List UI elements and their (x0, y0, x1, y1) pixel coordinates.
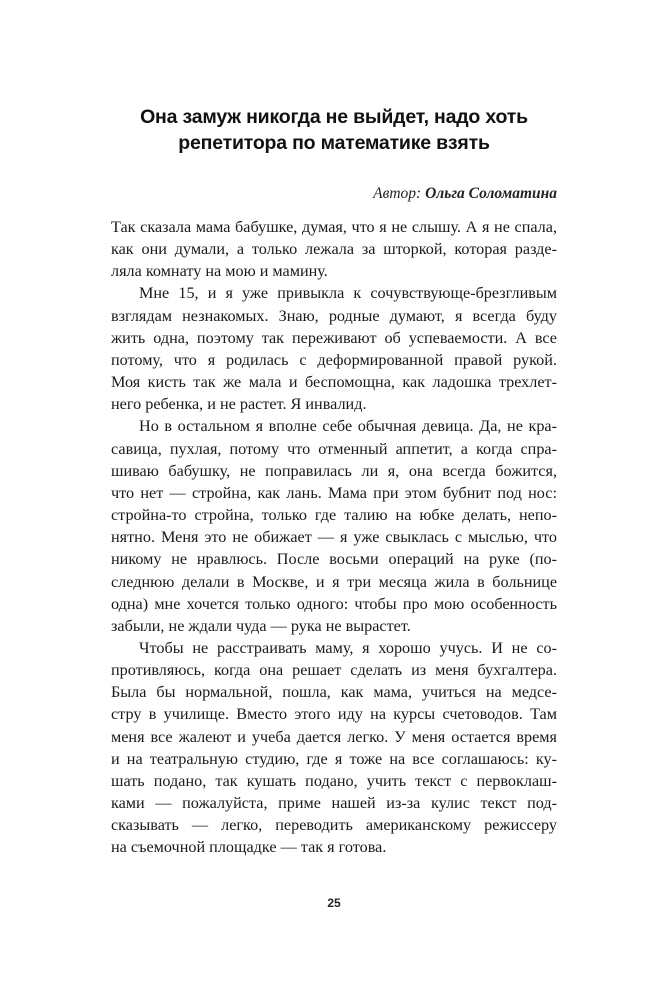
text-line: взглядам незнакомых. Знаю, родные думают, я всегда буду (111, 306, 557, 325)
body-text (111, 216, 557, 859)
text-line: Чтобы не расстраивать маму, я хорошо учусь. И не со- (139, 638, 557, 657)
text-line: ками — пожалуйста, приме нашей из-за кулис текст под- (111, 794, 557, 813)
text-line: Была бы нормальной, пошла, как мама, учиться на медсе- (111, 683, 557, 702)
chapter-title-line-2: репетитора по математике взять (178, 132, 490, 154)
text-line: Но в остальном я вполне себе обычная девица. Да, не кра- (139, 417, 557, 436)
book-page (111, 0, 557, 1000)
text-line: нятно. Меня это не обижает — я уже свыклась с мыслью, что (111, 528, 557, 547)
text-line: шиваю бабушку, не поправилась ли я, она всегда божится, (111, 461, 557, 480)
text-line: шать подано, так кушать подано, учить текст с первоклаш- (111, 771, 557, 790)
text-line: жить одна, поэтому так переживают об успеваемости. А все (111, 328, 557, 347)
text-line: никому не нравлюсь. После восьми операций на руке (по- (111, 550, 557, 569)
author-byline (373, 184, 557, 204)
chapter-title (111, 104, 557, 156)
text-line: потому, что я родилась с деформированной правой рукой. (111, 350, 557, 369)
text-line: стру в училище. Вместо этого иду на курсы счетоводов. Там (111, 705, 557, 724)
text-line: савица, пухлая, потому что отменный аппетит, а когда спра- (111, 439, 557, 458)
text-line: Моя кисть так же мала и беспомощна, как ладошка трехлет- (111, 373, 557, 392)
text-line: на съемочной площадке — так я готова. (111, 838, 387, 857)
chapter-title-line-1: Она замуж никогда не выйдет, надо хоть (140, 106, 528, 128)
text-line: противляюсь, когда она решает сделать из меня бухгалтера. (111, 661, 557, 680)
byline-label: Автор: (373, 185, 422, 202)
text-line: Мне 15, и я уже привыкла к сочувствующе-брезгливым (139, 284, 557, 303)
paragraph (111, 282, 557, 415)
text-line: стройна-то стройна, только где талию на юбке делать, непо- (111, 506, 557, 525)
author-name: Ольга Соломатина (425, 185, 557, 202)
page-number: 25 (327, 896, 341, 910)
text-line: следнюю делали в Москве, и я три месяца жила в больнице (111, 572, 557, 591)
text-line: меня все жалеют и учеба дается легко. У меня остается время (111, 727, 557, 746)
text-line: забыли, не ждали чуда — рука не вырастет. (111, 616, 411, 635)
text-line: одна) мне хочется только одного: чтобы про мою особенность (111, 594, 557, 613)
text-line: и на театральную студию, где я тоже на все соглашаюсь: ку- (111, 749, 557, 768)
text-line: ляла комнату на мою и мамину. (111, 262, 328, 281)
text-line: Так сказала мама бабушке, думая, что я не слышу. А я не спала, (111, 218, 557, 236)
text-line: как они думали, а только лежала за шторкой, которая разде- (111, 240, 557, 259)
text-line: сказывать — легко, переводить американскому режиссеру (111, 816, 557, 835)
paragraph (111, 415, 557, 637)
paragraph (111, 216, 557, 282)
text-line: что нет — стройна, как лань. Мама при этом бубнит под нос: (111, 483, 557, 502)
paragraph (111, 637, 557, 859)
text-line: него ребенка, и не растет. Я инвалид. (111, 395, 367, 414)
